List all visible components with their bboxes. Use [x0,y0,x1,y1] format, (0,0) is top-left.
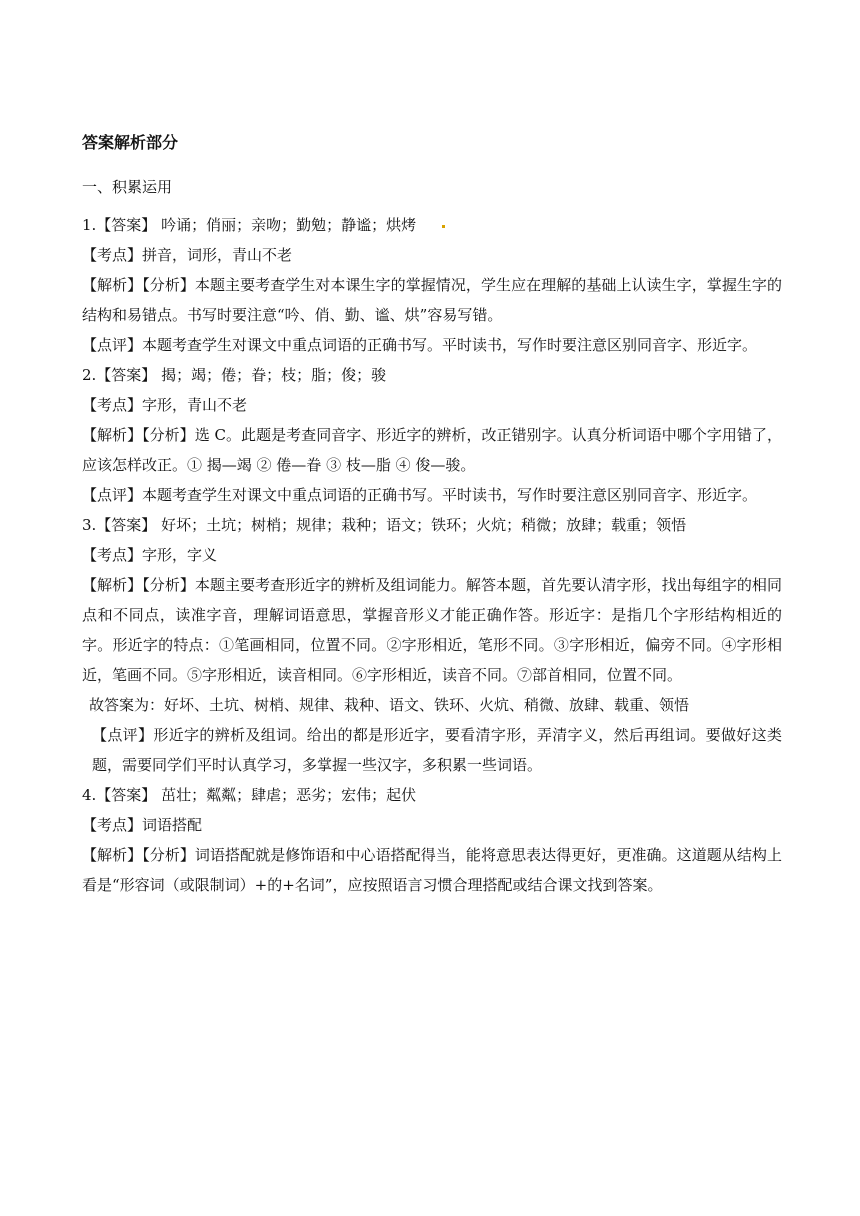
q2-answer: 2.【答案】 揭；竭；倦；眷；枝；脂；俊；骏 [82,366,387,384]
q4-answer: 4.【答案】 茁壮；粼粼；肆虐；恶劣；宏伟；起伏 [82,786,417,804]
document-title: 答案解析部分 [82,133,179,152]
q3-answer: 3.【答案】 好坏；土坑；树梢；规律；栽种；语文；铁环；火炕；稍微；放肆；载重；领悟 [82,516,687,534]
q4-point: 【考点】词语搭配 [82,816,203,834]
q1-analysis: 【解析】【分析】本题主要考查学生对本课生字的掌握情况，学生应在理解的基础上认读生字，掌握生字的结构和易错点。书写时要注意“吟、俏、勤、谧、烘”容易写错。 [82,276,782,324]
q2-analysis: 【解析】【分析】选 C。此题是考查同音字、形近字的辨析，改正错别字。认真分析词语中哪个字用错了，应该怎样改正。① 揭—竭 ② 倦—眷 ③ 枝—脂 ④ 俊—骏。 [82,426,782,474]
q3-point: 【考点】字形，字义 [82,546,218,564]
q1-answer: 1.【答案】 吟诵；俏丽；亲吻；勤勉；静谧；烘烤 [82,210,782,240]
q2-comment: 【点评】本题考查学生对课文中重点词语的正确书写。平时读书，写作时要注意区别同音字、形近字。 [82,486,758,504]
answer-document [82,128,782,900]
mark-dot [442,225,445,228]
q3-comment: 【点评】形近字的辨析及组词。给出的都是形近字，要看清字形，弄清字义，然后再组词。要做好这类题，需要同学们平时认真学习，多掌握一些汉字，多积累一些词语。 [92,726,782,774]
q3-analysis: 【解析】【分析】本题主要考查形近字的辨析及组词能力。解答本题，首先要认清字形，找出每组字的相同点和不同点，读准字音，理解词语意思，掌握音形义才能正确作答。形近字：是指几个字形结构相近的字。形近字的特点：①笔画相同，位置不同。②字形相近，笔形不同。③字形相近，偏旁不同。④字形相近，笔画不同。⑤字形相近，读音相同。⑥字形相近，读音不同。⑦部首相同，位置不同。 [82,576,782,684]
q1-comment: 【点评】本题考查学生对课文中重点词语的正确书写。平时读书，写作时要注意区别同音字、形近字。 [82,336,758,354]
section-heading: 一、积累运用 [82,178,173,196]
q1-point: 【考点】拼音，词形，青山不老 [82,246,293,264]
q3-final-answer: 故答案为：好坏、土坑、树梢、规律、栽种、语文、铁环、火炕、稍微、放肆、载重、领悟 [89,696,690,714]
q2-point: 【考点】字形，青山不老 [82,396,248,414]
q4-analysis: 【解析】【分析】词语搭配就是修饰语和中心语搭配得当，能将意思表达得更好，更准确。这道题从结构上看是“形容词（或限制词）+的+名词”，应按照语言习惯合理搭配或结合课文找到答案。 [82,846,782,894]
